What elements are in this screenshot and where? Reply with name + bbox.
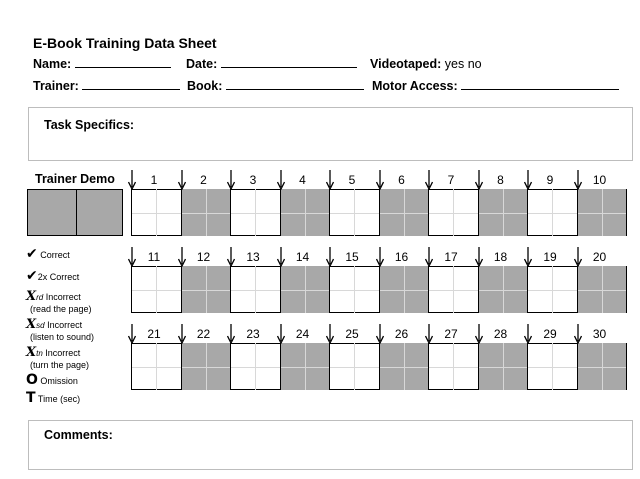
legend-correct-text: Correct: [40, 250, 70, 260]
x-icon: X: [26, 345, 37, 360]
trial-number: 22: [196, 327, 211, 341]
legend-incorrect-turn-note: (turn the page): [30, 360, 90, 370]
trial-cell[interactable]: [181, 266, 231, 313]
trial-number: 10: [592, 173, 607, 187]
down-arrow-icon: [277, 247, 285, 267]
check-icon: ✔: [26, 268, 38, 284]
cell-divider: [330, 367, 379, 368]
legend-incorrect-sound-text: Incorrect: [47, 320, 83, 330]
trial-cell[interactable]: [131, 343, 181, 390]
cell-divider: [528, 213, 577, 214]
book-label: Book:: [187, 79, 223, 93]
trial-number: 2: [200, 173, 207, 187]
trial-number: 18: [493, 250, 508, 264]
name-line[interactable]: [75, 57, 171, 68]
cell-divider: [578, 213, 627, 214]
down-arrow-icon: [475, 170, 483, 190]
cell-divider: [380, 213, 429, 214]
legend-incorrect-sound: [26, 318, 94, 342]
trial-cell[interactable]: [181, 343, 231, 390]
book-line[interactable]: [226, 79, 364, 90]
down-arrow-icon: [574, 247, 582, 267]
legend-incorrect-read: [26, 290, 92, 314]
trial-number: 6: [398, 173, 405, 187]
trial-number: 4: [299, 173, 306, 187]
trial-cell[interactable]: [478, 343, 528, 390]
date-field[interactable]: [186, 57, 357, 71]
trial-cell[interactable]: [527, 189, 577, 236]
trainer-line[interactable]: [82, 79, 180, 90]
trial-cell[interactable]: [230, 266, 280, 313]
trial-cell[interactable]: [280, 266, 330, 313]
comments-box[interactable]: [28, 420, 633, 470]
down-arrow-icon: [326, 324, 334, 344]
trial-number: 21: [147, 327, 161, 341]
trial-number: 8: [497, 173, 504, 187]
down-arrow-icon: [475, 247, 483, 267]
down-arrow-icon: [574, 170, 582, 190]
trainer-label: Trainer:: [33, 79, 79, 93]
cell-divider: [182, 290, 231, 291]
motor-access-line[interactable]: [461, 79, 619, 90]
date-label: Date:: [186, 57, 218, 71]
trial-cell[interactable]: [577, 266, 627, 313]
legend-correct: [26, 247, 70, 261]
trial-number: 7: [447, 173, 455, 187]
trial-number: 17: [444, 250, 458, 264]
down-arrow-icon: [277, 170, 285, 190]
cell-divider: [231, 367, 280, 368]
down-arrow-icon: [376, 170, 384, 190]
trial-number: 29: [543, 327, 557, 341]
trainer-field[interactable]: [33, 79, 180, 93]
trial-number: 19: [543, 250, 557, 264]
down-arrow-icon: [524, 324, 532, 344]
trial-number: 20: [592, 250, 607, 264]
comments-label: Comments:: [44, 428, 113, 442]
down-arrow-icon: [376, 247, 384, 267]
cell-divider: [330, 213, 379, 214]
trial-cell[interactable]: [478, 266, 528, 313]
legend-incorrect-turn: [26, 346, 89, 370]
trial-number: 30: [592, 327, 607, 341]
name-label: Name:: [33, 57, 72, 71]
legend-rd-sub: rd: [36, 293, 44, 302]
cell-divider: [578, 290, 627, 291]
down-arrow-icon: [227, 324, 235, 344]
cell-divider: [479, 213, 528, 214]
cell-divider: [231, 290, 280, 291]
legend-omission: [26, 373, 78, 387]
down-arrow-icon: [326, 170, 334, 190]
trial-cell[interactable]: [478, 189, 528, 236]
trial-cell[interactable]: [527, 266, 577, 313]
motor-access-label: Motor Access:: [372, 79, 458, 93]
down-arrow-icon: [128, 247, 136, 267]
cell-divider: [132, 290, 181, 291]
cell-divider: [578, 367, 627, 368]
legend-time-text: Time (sec): [37, 394, 81, 404]
down-arrow-icon: [574, 324, 582, 344]
cell-divider: [182, 367, 231, 368]
down-arrow-icon: [128, 324, 136, 344]
cell-divider: [429, 213, 478, 214]
book-field[interactable]: [187, 79, 364, 93]
trial-cell[interactable]: [131, 189, 181, 236]
down-arrow-icon: [425, 324, 433, 344]
task-specifics-box[interactable]: [28, 107, 633, 161]
legend-incorrect-sound-note: (listen to sound): [30, 332, 95, 342]
trial-number: 24: [295, 327, 310, 341]
down-arrow-icon: [227, 170, 235, 190]
sheet-title: E-Book Training Data Sheet: [33, 35, 217, 51]
cell-divider: [429, 290, 478, 291]
cell-divider: [330, 290, 379, 291]
trial-cell[interactable]: [131, 266, 181, 313]
legend-incorrect-read-note: (read the page): [30, 304, 92, 314]
trial-number: 26: [394, 327, 409, 341]
videotaped-field[interactable]: [370, 57, 482, 71]
trial-number: 28: [493, 327, 508, 341]
videotaped-options[interactable]: yes no: [444, 57, 482, 71]
time-icon: T: [26, 390, 36, 406]
cell-divider: [479, 367, 528, 368]
x-icon: X: [26, 317, 37, 332]
trial-cell[interactable]: [379, 189, 429, 236]
down-arrow-icon: [128, 170, 136, 190]
motor-access-field[interactable]: [372, 79, 619, 93]
trial-cell[interactable]: [329, 266, 379, 313]
down-arrow-icon: [475, 324, 483, 344]
legend-incorrect-read-text: Incorrect: [45, 292, 81, 302]
trial-number: 25: [345, 327, 359, 341]
trial-number: 23: [246, 327, 260, 341]
trial-number: 5: [348, 173, 356, 187]
cell-divider: [281, 213, 330, 214]
down-arrow-icon: [178, 247, 186, 267]
legend-omission-text: Omission: [40, 376, 78, 386]
trial-number: 3: [249, 173, 257, 187]
legend-incorrect-turn-text: Incorrect: [45, 348, 81, 358]
cell-divider: [429, 367, 478, 368]
trial-cell[interactable]: [280, 189, 330, 236]
down-arrow-icon: [227, 247, 235, 267]
x-icon: X: [26, 289, 37, 304]
trial-cell[interactable]: [379, 266, 429, 313]
trial-number: 14: [295, 250, 310, 264]
name-field[interactable]: [33, 57, 171, 71]
trial-cell[interactable]: [577, 343, 627, 390]
cell-divider: [231, 213, 280, 214]
trial-number: 27: [444, 327, 458, 341]
trainer-demo-divider: [76, 190, 77, 235]
legend-time: [26, 391, 80, 405]
trial-number: 15: [345, 250, 359, 264]
trial-number: 13: [246, 250, 260, 264]
cell-divider: [281, 290, 330, 291]
cell-divider: [132, 213, 181, 214]
legend-sd-sub: sd: [36, 321, 45, 330]
cell-divider: [380, 367, 429, 368]
trial-cell[interactable]: [379, 343, 429, 390]
trial-cell[interactable]: [230, 189, 280, 236]
down-arrow-icon: [425, 170, 433, 190]
down-arrow-icon: [277, 324, 285, 344]
cell-divider: [528, 367, 577, 368]
trial-cell[interactable]: [329, 343, 379, 390]
down-arrow-icon: [326, 247, 334, 267]
trainer-demo-box[interactable]: [27, 189, 123, 236]
legend-correct-2x: [26, 269, 79, 283]
down-arrow-icon: [425, 247, 433, 267]
down-arrow-icon: [178, 170, 186, 190]
trial-cell[interactable]: [230, 343, 280, 390]
down-arrow-icon: [376, 324, 384, 344]
trial-cell[interactable]: [280, 343, 330, 390]
omission-icon: O: [26, 372, 38, 388]
down-arrow-icon: [178, 324, 186, 344]
trial-number: 16: [394, 250, 409, 264]
trial-cell[interactable]: [329, 189, 379, 236]
down-arrow-icon: [524, 170, 532, 190]
date-line[interactable]: [221, 57, 357, 68]
trial-number: 11: [147, 250, 161, 264]
trial-cell[interactable]: [428, 189, 478, 236]
trial-cell[interactable]: [527, 343, 577, 390]
check-icon: ✔: [26, 246, 38, 262]
cell-divider: [528, 290, 577, 291]
cell-divider: [182, 213, 231, 214]
trial-number: 12: [196, 250, 211, 264]
trainer-demo-label: Trainer Demo: [35, 172, 115, 186]
trial-number: 9: [546, 173, 554, 187]
trial-cell[interactable]: [428, 343, 478, 390]
cell-divider: [479, 290, 528, 291]
cell-divider: [132, 367, 181, 368]
down-arrow-icon: [524, 247, 532, 267]
trial-number: 1: [150, 173, 158, 187]
trial-cell[interactable]: [428, 266, 478, 313]
videotaped-label: Videotaped:: [370, 57, 442, 71]
legend-2x-prefix: 2x: [37, 272, 48, 282]
legend-correct-2x-text: Correct: [49, 272, 80, 282]
cell-divider: [380, 290, 429, 291]
trial-cell[interactable]: [181, 189, 231, 236]
trial-cell[interactable]: [577, 189, 627, 236]
task-specifics-label: Task Specifics:: [44, 118, 135, 132]
legend-tn-sub: tn: [36, 349, 43, 358]
cell-divider: [281, 367, 330, 368]
